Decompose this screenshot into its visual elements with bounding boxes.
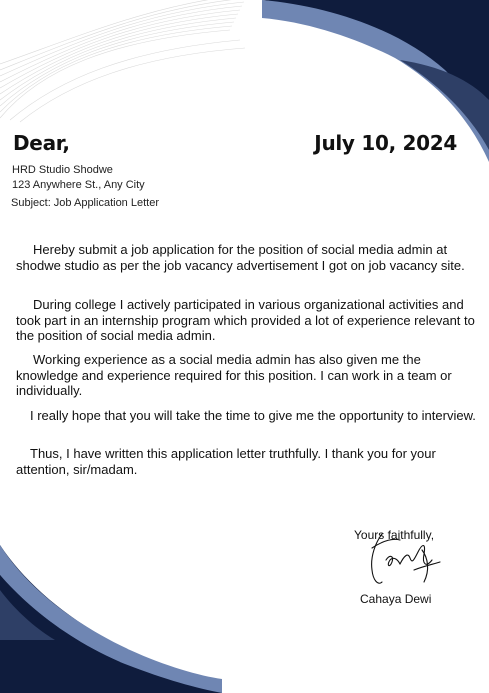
body-paragraph-1: Hereby submit a job application for the position of social media admin at shodwe studio as per the job vacancy advertisement I got on job vacancy site.: [16, 242, 465, 273]
body-paragraph-4: I really hope that you will take the time to give me the opportunity to interview.: [30, 408, 476, 423]
letter-subject: Subject: Job Application Letter: [11, 197, 159, 209]
recipient-address: 123 Anywhere St., Any City: [12, 179, 145, 191]
letter-date: July 10, 2024: [314, 131, 457, 155]
greeting: Dear,: [13, 131, 70, 155]
body-paragraph-3: Working experience as a social media admin has also given me the knowledge and experience required for this position. I can work in a team or individually.: [16, 352, 452, 398]
signer-name: Cahaya Dewi: [360, 592, 432, 606]
handwritten-signature-image: [364, 530, 444, 592]
body-paragraph-5: Thus, I have written this application letter truthfully. I thank you for your attention, sir/madam.: [16, 446, 436, 477]
valediction: Yours faithfully,: [354, 528, 435, 542]
body-paragraph-2: During college I actively participated in various organizational activities and took part in an internship program which provided a lot of experience relevant to the position of social media admin.: [16, 297, 475, 343]
recipient-company: HRD Studio Shodwe: [12, 164, 113, 176]
